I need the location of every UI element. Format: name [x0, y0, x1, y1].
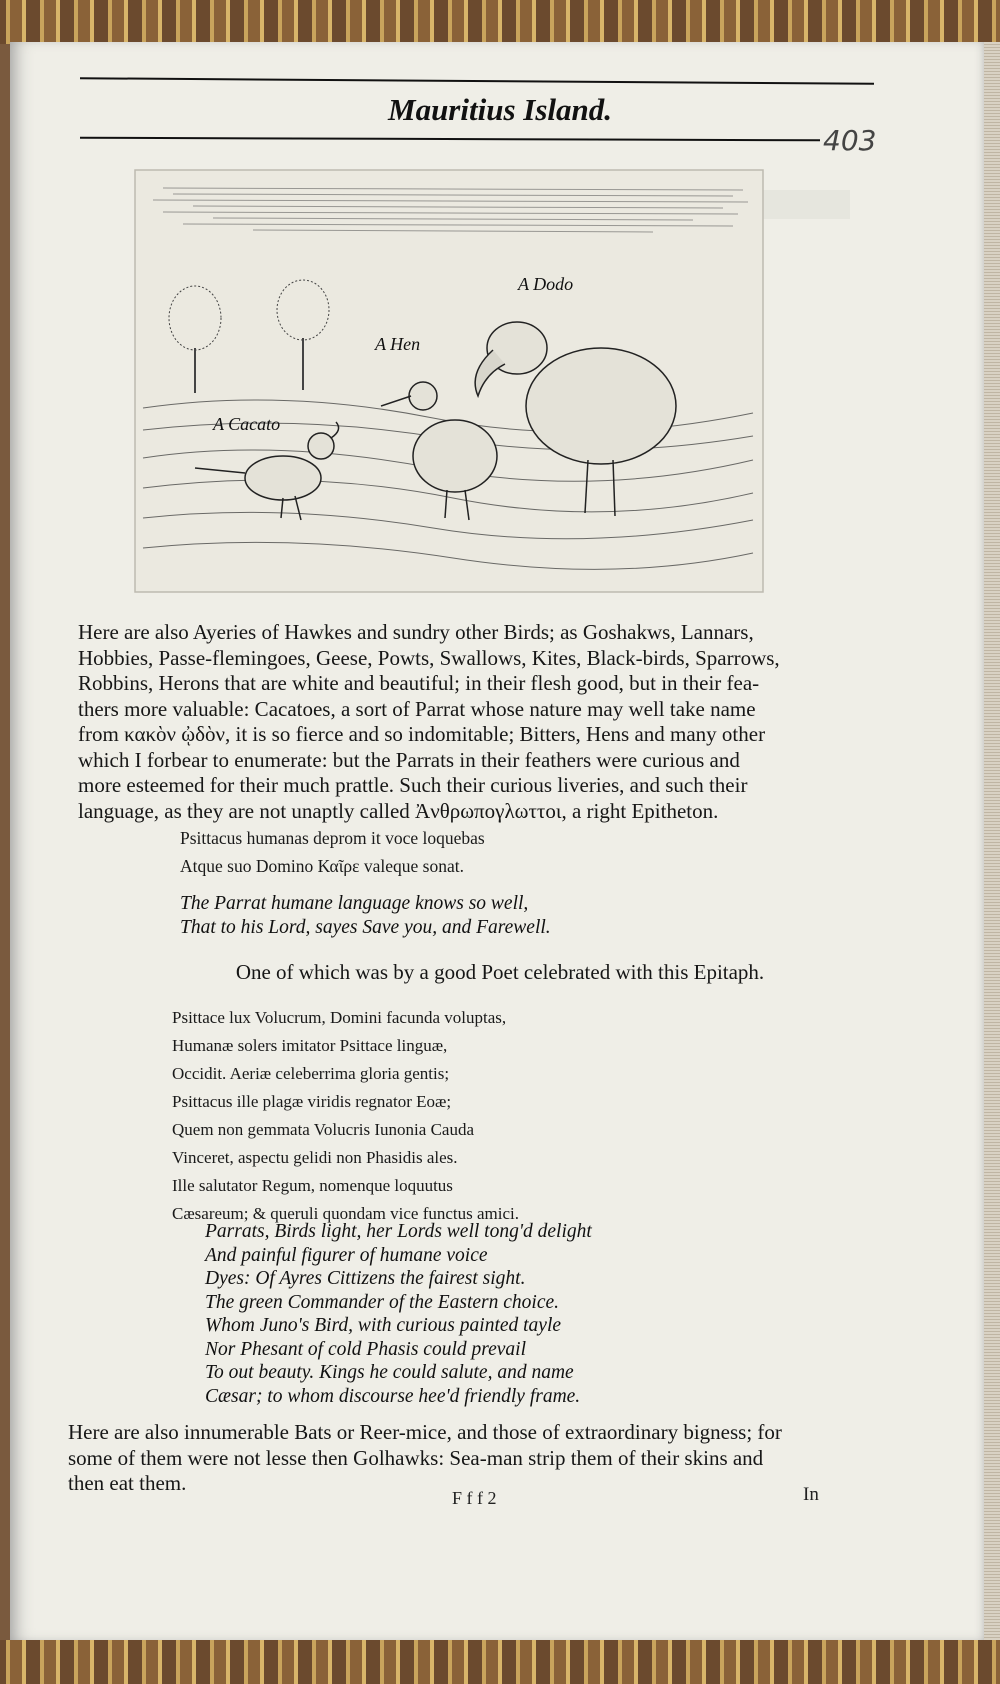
verse-line: The Parrat humane language knows so well, [180, 893, 529, 914]
text-line: language, as they are not unaptly called Ἀνθρωπογλωττοι, a right Epitheton. [78, 798, 719, 823]
caption-dodo: A Dodo [518, 274, 574, 294]
verse-line: Psittacus ille plagæ viridis regnator Eoæ; [172, 1092, 452, 1111]
paragraph-birds [78, 620, 822, 824]
text-line: which I forbear to enumerate: but the Parrats in their feathers were curious and [78, 747, 740, 772]
latin-epitaph [172, 1004, 519, 1228]
english-epitaph [205, 1220, 592, 1408]
verse-line: Parrats, Birds light, her Lords well tong'd delight [205, 1221, 592, 1242]
verse-line: Whom Juno's Bird, with curious painted tayle [205, 1315, 562, 1336]
caption-cacato: A Cacato [213, 414, 281, 434]
verse-line: Ille salutator Regum, nomenque loquutus [172, 1176, 453, 1195]
text-line: then eat them. [68, 1471, 187, 1495]
epitaph-intro: One of which was by a good Poet celebrated with this Epitaph. [235, 960, 765, 984]
page-edges [984, 42, 1000, 1640]
binding-bottom-edge [0, 1640, 1000, 1684]
page-number: 403 [823, 124, 877, 157]
text-line: from κακὸν ᾠδὸν, it is so fierce and so indomitable; Bitters, Hens and many other [78, 722, 766, 746]
verse-line: Atque suo Domino Καῖρε valeque sonat. [180, 856, 464, 876]
text-line: Here are also Ayeries of Hawkes and sundry other Birds; as Goshakws, Lannars, [78, 620, 754, 644]
text-line: more esteemed for their much prattle. Such their curious liveries, and such their [78, 773, 748, 797]
verse-line: Psittace lux Volucrum, Domini facunda voluptas, [172, 1008, 507, 1027]
text-line: thers more valuable: Cacatoes, a sort of Parrat whose nature may well take name [78, 696, 756, 721]
binding-top-edge [0, 0, 1000, 44]
engraving-plate [133, 168, 765, 594]
verse-line: That to his Lord, sayes Save you, and Farewell. [180, 916, 551, 938]
page-title: Mauritius Island. [388, 92, 612, 127]
verse-line: Humanæ solers imitator Psittace linguæ, [172, 1036, 448, 1055]
paragraph-bats [68, 1420, 830, 1497]
verse-line: Quem non gemmata Volucris Iunonia Cauda [172, 1120, 475, 1139]
signature-mark: F f f 2 [452, 1488, 497, 1508]
verse-line: Dyes: Of Ayres Cittizens the fairest sight. [205, 1268, 526, 1289]
verse-line: Cæsareum; & queruli quondam vice functus amici. [172, 1204, 520, 1223]
verse-line: Occidit. Aeriæ celeberrima gloria gentis; [172, 1064, 450, 1083]
text-line: Robbins, Herons that are white and beautiful; in their flesh good, but in their fea- [78, 671, 760, 695]
verse-line: Nor Phesant of cold Phasis could prevail [205, 1338, 526, 1360]
text-line: Hobbies, Passe-flemingoes, Geese, Powts, Swallows, Kites, Black-birds, Sparrows, [78, 645, 780, 670]
verse-line: Psittacus humanas deprom it voce loquebas [180, 828, 485, 848]
text-line: Here are also innumerable Bats or Reer-mice, and those of extraordinary bigness; for [68, 1420, 782, 1444]
verse-line: Cæsar; to whom discourse hee'd friendly frame. [205, 1385, 581, 1407]
catchword: In [803, 1484, 819, 1505]
verse-line: Vinceret, aspectu gelidi non Phasidis ales. [172, 1148, 458, 1167]
caption-hen: A Hen [375, 334, 421, 354]
latin-couplet [180, 824, 485, 880]
verse-line: And painful figurer of humane voice [205, 1244, 488, 1266]
english-couplet [180, 892, 551, 939]
text-line: some of them were not lesse then Golhawks: Sea-man strip them of their skins and [68, 1445, 764, 1470]
verse-line: To out beauty. Kings he could salute, and name [205, 1362, 574, 1383]
verse-line: The green Commander of the Eastern choice. [205, 1291, 559, 1313]
